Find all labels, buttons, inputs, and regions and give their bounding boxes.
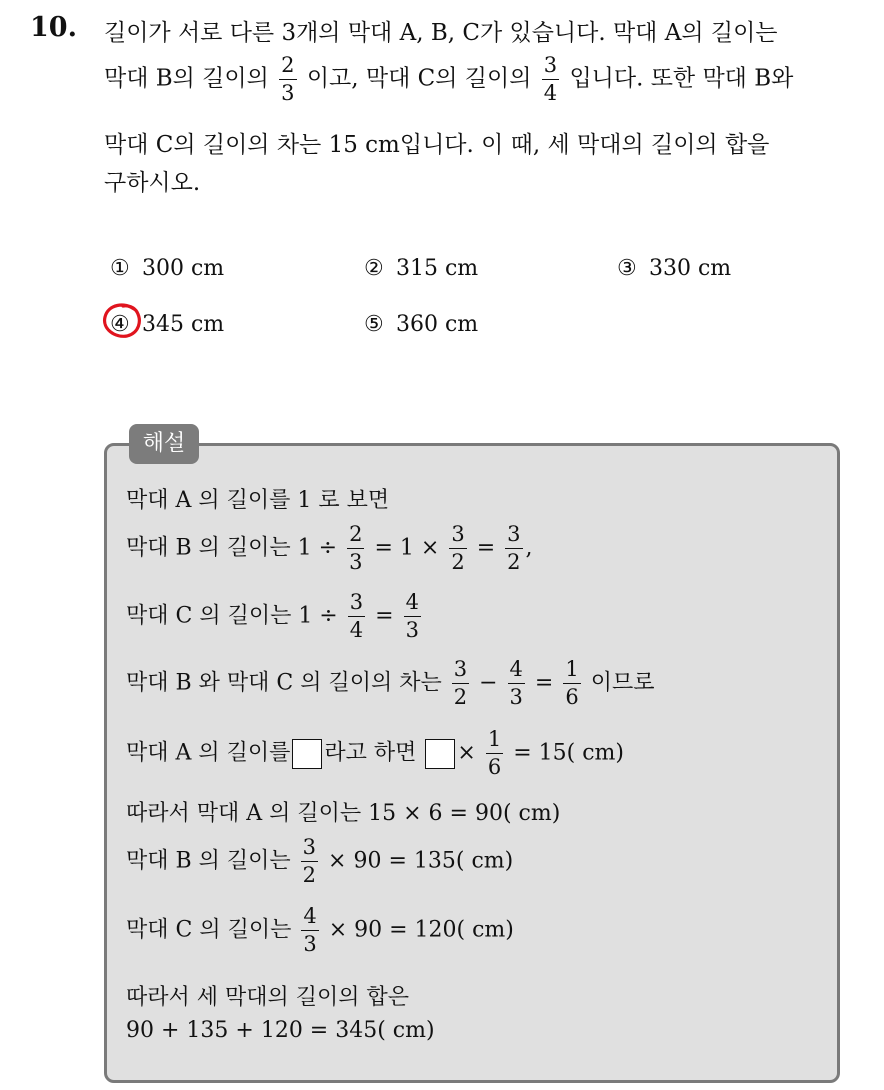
blank-box: [425, 739, 455, 769]
choice-5[interactable]: [364, 312, 478, 337]
solution-line-3: [126, 592, 424, 641]
fraction-bar: [347, 548, 364, 549]
solution-text: = 15( cm): [513, 740, 624, 766]
choice-number: ⑤: [364, 312, 384, 337]
choice-number: ④: [110, 312, 130, 337]
fraction-bar: [563, 683, 580, 684]
fraction: [452, 659, 469, 708]
denominator: 2: [302, 863, 317, 887]
fraction: [505, 524, 522, 573]
solution-text: =: [375, 603, 394, 629]
denominator: 6: [565, 685, 579, 709]
numerator: 4: [509, 657, 523, 681]
solution-text: 막대 B 의 길이는 1 ÷: [126, 535, 338, 561]
solution-text: −: [479, 670, 498, 696]
denominator: 2: [451, 550, 465, 574]
choice-number: ②: [364, 256, 384, 281]
fraction: [486, 729, 503, 778]
question-number: 10.: [30, 12, 77, 43]
fraction-bar: [486, 753, 503, 754]
numerator: 3: [349, 590, 364, 614]
denominator: 4: [543, 81, 558, 105]
numerator: 3: [451, 522, 465, 546]
denominator: 3: [303, 932, 317, 956]
question-line-1: 길이가 서로 다른 3개의 막대 A, B, C가 있습니다. 막대 A의 길이는: [104, 20, 778, 46]
solution-line-10: 90 + 135 + 120 = 345( cm): [126, 1018, 435, 1043]
fraction-bar: [505, 548, 522, 549]
solution-line-7: [126, 837, 513, 886]
choice-label: 345 cm: [142, 312, 225, 337]
blank-box: [292, 739, 322, 769]
solution-text: ×: [457, 740, 476, 766]
fraction: [563, 659, 580, 708]
fraction: [348, 592, 365, 641]
choice-3[interactable]: [617, 256, 731, 281]
fraction: [508, 659, 525, 708]
solution-text: × 90 = 135( cm): [328, 848, 514, 874]
fraction-bar: [508, 683, 525, 684]
solution-line-2: [126, 524, 533, 573]
question-line-2: [104, 55, 793, 104]
choice-1[interactable]: [110, 256, 224, 281]
choice-label: 330 cm: [649, 256, 732, 281]
solution-line-9: 따라서 세 막대의 길이의 합은: [126, 985, 409, 1010]
fraction-bar: [279, 79, 296, 80]
fraction-bar: [449, 548, 466, 549]
denominator: 2: [453, 685, 468, 709]
fraction: [301, 837, 318, 886]
fraction-bar: [301, 861, 318, 862]
denominator: 3: [509, 685, 523, 709]
fraction-bar: [452, 683, 469, 684]
numerator: 2: [281, 53, 295, 77]
denominator: 3: [281, 81, 295, 105]
solution-text: 이므로: [590, 670, 655, 696]
numerator: 3: [543, 53, 558, 77]
choice-2[interactable]: [364, 256, 478, 281]
fraction-bar: [404, 616, 421, 617]
fraction-bar: [542, 79, 559, 80]
denominator: 3: [405, 618, 419, 642]
question-text: 이고, 막대 C의 길이의: [306, 65, 532, 92]
fraction: [542, 55, 559, 104]
denominator: 6: [487, 755, 502, 779]
solution-text: 막대 C 의 길이는 1 ÷: [126, 603, 338, 629]
choice-label: 360 cm: [396, 312, 479, 337]
solution-text: 막대 B 와 막대 C 의 길이의 차는: [126, 670, 442, 696]
fraction: [279, 55, 296, 104]
solution-text: 막대 B 의 길이는: [126, 848, 291, 874]
numerator: 4: [303, 904, 317, 928]
solution-line-6: 따라서 막대 A 의 길이는 15 × 6 = 90( cm): [126, 801, 561, 826]
solution-line-8: [126, 906, 514, 955]
solution-text: 막대 C 의 길이는: [126, 917, 292, 943]
question-text: 입니다. 또한 막대 B와: [569, 65, 794, 92]
fraction-bar: [301, 930, 318, 931]
fraction: [449, 524, 466, 573]
solution-line-5: [126, 729, 624, 778]
numerator: 4: [405, 590, 419, 614]
choice-number: ①: [110, 256, 130, 281]
solution-text: =: [476, 535, 496, 561]
numerator: 1: [565, 657, 579, 681]
solution-line-4: [126, 659, 655, 708]
denominator: 2: [507, 550, 521, 574]
denominator: 3: [349, 550, 363, 574]
answer-circle-mark: [101, 301, 145, 341]
solution-text: ,: [525, 535, 533, 561]
solution-text: × 90 = 120( cm): [328, 917, 514, 943]
numerator: 1: [487, 727, 502, 751]
solution-text: =: [534, 670, 554, 696]
fraction: [404, 592, 421, 641]
fraction: [347, 524, 364, 573]
numerator: 3: [453, 657, 468, 681]
fraction: [301, 906, 318, 955]
numerator: 2: [349, 522, 363, 546]
solution-text: 막대 A 의 길이를: [126, 740, 291, 766]
numerator: 3: [302, 835, 317, 859]
question-text: 막대 B의 길이의: [104, 65, 269, 92]
solution-line-1: 막대 A 의 길이를 1 로 보면: [126, 488, 390, 513]
solution-tag: 해설: [129, 424, 199, 464]
numerator: 3: [507, 522, 521, 546]
choice-label: 315 cm: [396, 256, 479, 281]
choice-number: ③: [617, 256, 637, 281]
denominator: 4: [349, 618, 364, 642]
question-line-4: 구하시오.: [104, 170, 201, 196]
solution-text: = 1 ×: [374, 535, 440, 561]
question-line-3: 막대 C의 길이의 차는 15 cm입니다. 이 때, 세 막대의 길이의 합을: [104, 132, 770, 158]
solution-text: 라고 하면: [324, 740, 417, 766]
choice-label: 300 cm: [142, 256, 225, 281]
fraction-bar: [348, 616, 365, 617]
